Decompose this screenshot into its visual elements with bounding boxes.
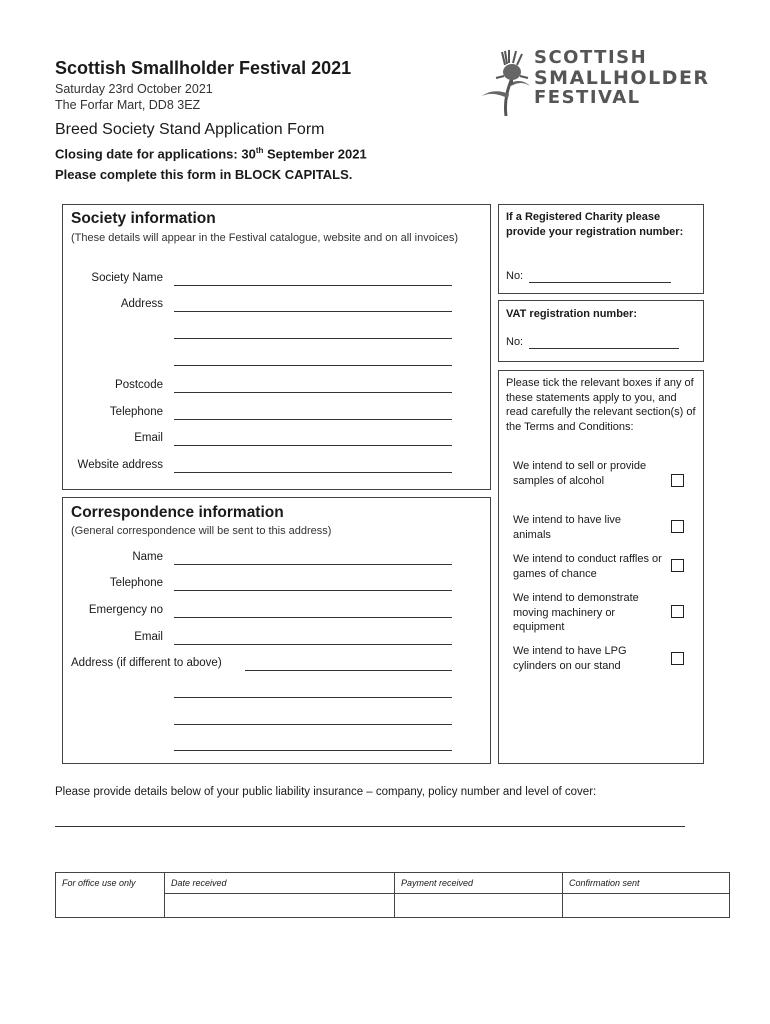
logo-line-2: SMALLHOLDER (534, 67, 710, 89)
correspondence-note: (General correspondence will be sent to this address) (71, 525, 332, 537)
lpg-checkbox[interactable] (671, 652, 684, 665)
raffles-checkbox[interactable] (671, 559, 684, 572)
website-field[interactable] (174, 472, 452, 473)
society-note: (These details will appear in the Festival catalogue, website and on all invoices) (71, 232, 459, 244)
address-label: Address (120, 298, 163, 310)
charity-text: If a Registered Charity please provide your registration number: (506, 211, 684, 238)
page-title: Scottish Smallholder Festival 2021 (55, 58, 352, 78)
date-received-cell[interactable] (165, 894, 395, 918)
charity-box (498, 204, 704, 294)
insurance-field[interactable] (55, 826, 685, 827)
telephone-label: Telephone (109, 406, 163, 418)
alcohol-checkbox[interactable] (671, 474, 684, 487)
address-field-3[interactable] (174, 365, 452, 366)
corr-name-label: Name (132, 551, 163, 563)
society-info-box (62, 204, 491, 490)
correspondence-info-box (62, 497, 491, 764)
corr-email-label: Email (134, 631, 163, 643)
event-date: Saturday 23rd October 2021 (55, 82, 213, 96)
thistle-icon (478, 48, 534, 118)
office-use-label: For office use only (56, 873, 165, 918)
live-animals-checkbox[interactable] (671, 520, 684, 533)
address-field-1[interactable] (174, 311, 452, 312)
charity-no-label: No: (506, 270, 524, 282)
corr-address-label: Address (if different to above) (71, 657, 222, 669)
closing-date: Closing date for applications: 30th September 2021 (55, 146, 367, 162)
corr-address-field-2[interactable] (174, 697, 452, 698)
email-field[interactable] (174, 445, 452, 446)
society-name-field[interactable] (174, 285, 452, 286)
payment-received-cell[interactable] (395, 894, 563, 918)
postcode-label: Postcode (115, 379, 163, 391)
statements-box (498, 370, 704, 764)
corr-address-field-1[interactable] (245, 670, 452, 671)
festival-logo (478, 48, 738, 118)
vat-number-field[interactable] (529, 348, 679, 349)
vat-box (498, 300, 704, 362)
emergency-field[interactable] (174, 617, 452, 618)
machinery-checkbox[interactable] (671, 605, 684, 618)
email-label: Email (134, 432, 163, 444)
office-use-table (55, 872, 730, 918)
address-field-2[interactable] (174, 338, 452, 339)
charity-number-field[interactable] (529, 282, 671, 283)
confirmation-sent-header: Confirmation sent (563, 873, 730, 894)
corr-telephone-field[interactable] (174, 590, 452, 591)
date-received-header: Date received (165, 873, 395, 894)
statement-live-animals: We intend to have live animals (513, 514, 622, 541)
vat-no-label: No: (506, 336, 524, 348)
society-heading: Society information (71, 210, 216, 227)
logo-line-3: FESTIVAL (534, 87, 641, 108)
telephone-field[interactable] (174, 419, 452, 420)
corr-address-field-3[interactable] (174, 724, 452, 725)
block-capitals-note: Please complete this form in BLOCK CAPITALS. (55, 167, 353, 182)
form-title: Breed Society Stand Application Form (55, 121, 325, 138)
corr-telephone-label: Telephone (109, 577, 163, 589)
statement-alcohol: We intend to sell or provide samples of alcohol (513, 460, 647, 487)
corr-email-field[interactable] (174, 644, 452, 645)
society-name-label: Society Name (91, 272, 163, 284)
emergency-label: Emergency no (88, 604, 163, 616)
event-venue: The Forfar Mart, DD8 3EZ (55, 98, 201, 112)
vat-text: VAT registration number: (506, 308, 637, 320)
corr-name-field[interactable] (174, 564, 452, 565)
payment-received-header: Payment received (395, 873, 563, 894)
website-label: Website address (77, 459, 163, 471)
statements-intro: Please tick the relevant boxes if any of these statements apply to you, and read carefully the relevant section(s) of the Terms and Conditions: (506, 377, 696, 433)
statement-machinery: We intend to demonstrate moving machinery or equipment (513, 592, 639, 633)
corr-address-field-4[interactable] (174, 750, 452, 751)
confirmation-sent-cell[interactable] (563, 894, 730, 918)
insurance-prompt: Please provide details below of your public liability insurance – company, policy number and level of cover: (55, 786, 597, 798)
postcode-field[interactable] (174, 392, 452, 393)
correspondence-heading: Correspondence information (71, 504, 284, 521)
logo-line-1: SCOTTISH (534, 47, 648, 68)
statement-raffles: We intend to conduct raffles or games of chance (513, 553, 662, 580)
statement-lpg: We intend to have LPG cylinders on our stand (513, 645, 627, 672)
